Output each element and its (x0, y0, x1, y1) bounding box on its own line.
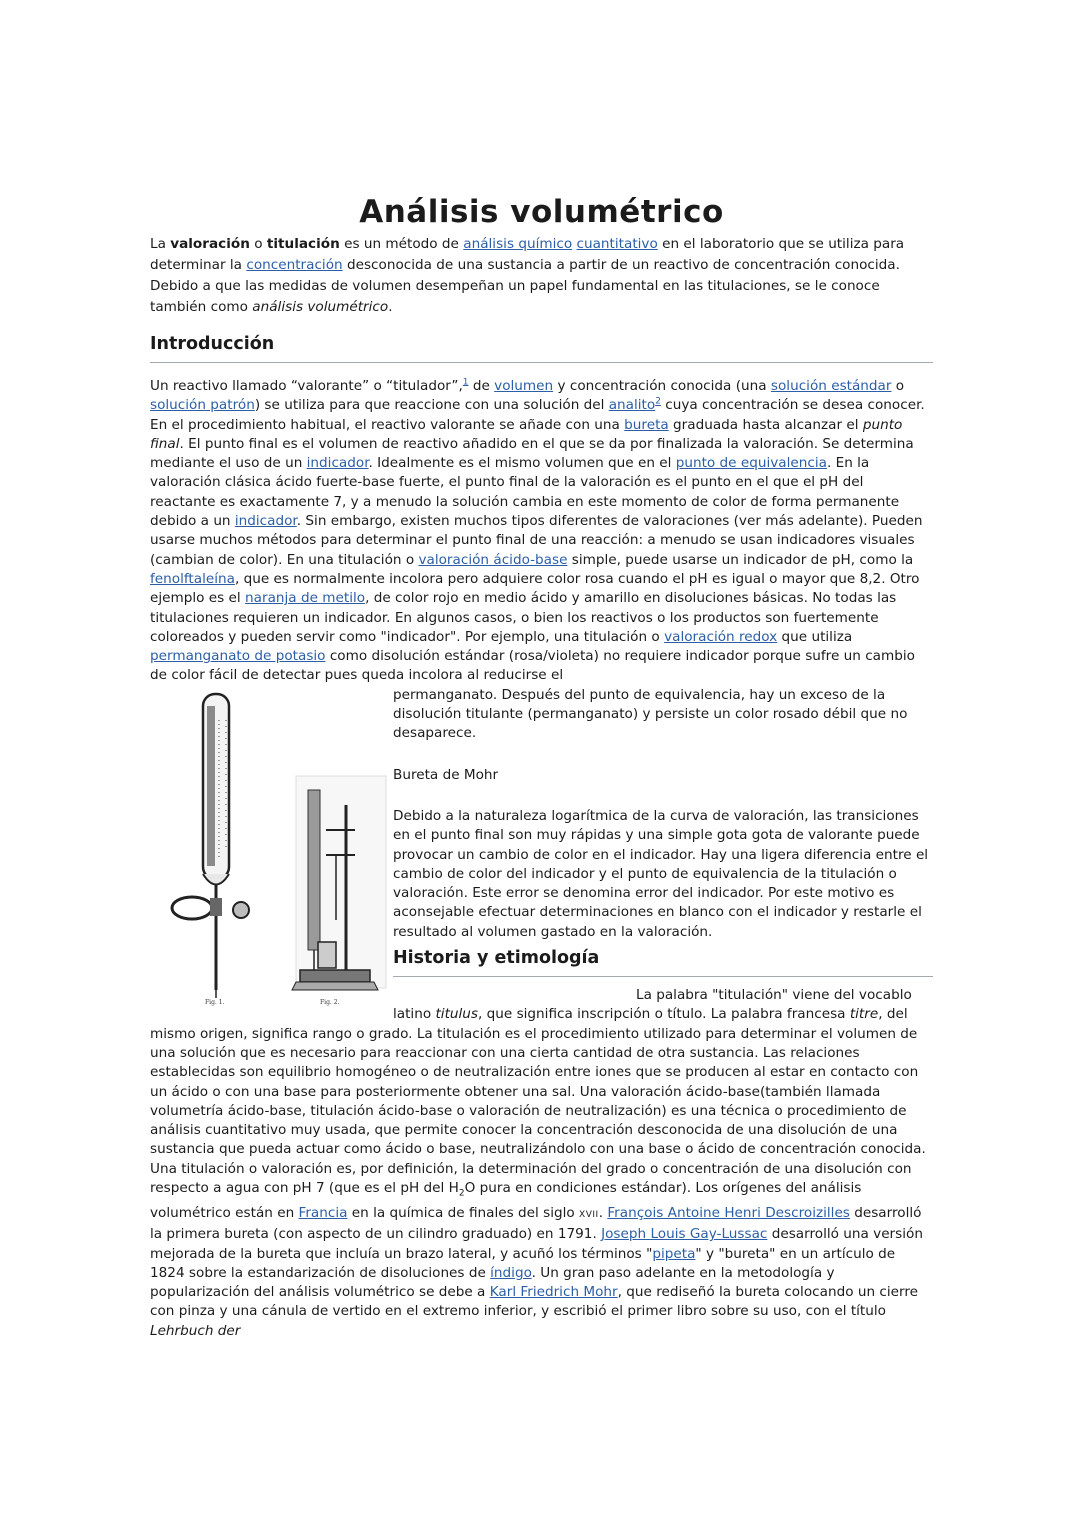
italic-term: punto final (150, 416, 903, 452)
text: La (150, 236, 171, 252)
text: " y "bureta" en un artículo de 1824 sobre la estandarización de disoluciones de (150, 1245, 896, 1281)
link-indicador[interactable]: indicador (306, 455, 369, 472)
error-indicator-paragraph: Debido a la naturaleza logarítmica de la curva de valoración, las transiciones en el punto final son muy rápidas y una simple gota gota de valorante puede provocar un cambio de color en el indicador. Hay una ligera diferencia entre el cambio de color del indicador y el punto de equivalencia de la titulación o valoración. Este error se denomina error del indicador. Por este motivo es aconsejable efectuar determinaciones en blanco con el indicador y restarle el resultado al volumen gastado en la valoración. (393, 807, 929, 940)
text: de (468, 378, 495, 394)
section-heading-introduccion: Introducción (150, 330, 933, 363)
link-analisis-quimico[interactable]: análisis químico (463, 236, 573, 252)
century-numeral: XVII (579, 1210, 599, 1220)
link-cuantitativo[interactable]: cuantitativo (576, 236, 658, 252)
link-concentracion[interactable]: concentración (246, 257, 343, 273)
text: . (388, 299, 393, 315)
fig-2-label: Fig. 2. (320, 998, 340, 1006)
text: . (598, 1205, 608, 1221)
lead-paragraph (150, 234, 933, 318)
text: o (891, 378, 905, 394)
burette-stand-fig2 (292, 776, 386, 990)
text: simple, puede usarse un indicador de pH, como la (567, 551, 914, 568)
italic-term: titulus (435, 1006, 478, 1023)
text: , de color rojo en medio ácido y amarillo en disoluciones básicas. No todas las titulaciones requieren un indicador. En algunos casos, o bien los reactivos o los productos son fuertemente coloreados y pueden servir como "indicador". Por ejemplo, una titulación o (150, 590, 897, 645)
text: desarrolló la primera bureta (con aspecto de un cilindro graduado) en 1791. (150, 1205, 922, 1243)
text: que utiliza (777, 628, 853, 645)
text: y concentración conocida (una (553, 378, 771, 394)
text: cuya concentración se desea conocer. En el procedimiento habitual, el reactivo valorante se añade con una (150, 397, 925, 433)
link-pipeta[interactable]: pipeta (652, 1245, 696, 1262)
link-valoracion-redox[interactable]: valoración redox (664, 628, 778, 645)
figure-caption: Bureta de Mohr (393, 766, 499, 783)
link-analito[interactable]: analito (608, 397, 656, 414)
text: Un reactivo llamado “valorante” o “titulador”, (150, 378, 463, 394)
intro-paragraph-continued: permanganato. Después del punto de equivalencia, hay un exceso de la disolución titulante (permanganato) y persiste un color rosado débil que no desaparece. (393, 686, 908, 742)
link-punto-de-equivalencia[interactable]: punto de equivalencia (675, 455, 827, 472)
text: , que es normalmente incolora pero adquiere color rosa cuando el pH es igual o mayor que 8,2. Otro ejemplo es el (150, 570, 920, 607)
text: como disolución estándar (rosa/violeta) no requiere indicador porque sufre un cambio de color fácil de detectar pues queda incolora al reducirse el (150, 648, 915, 684)
link-francia[interactable]: Francia (298, 1205, 348, 1221)
link-indigo[interactable]: índigo (490, 1264, 532, 1281)
mohr-burette-figure (150, 690, 393, 1008)
link-valoracion-acido-base[interactable]: valoración ácido-base (418, 551, 568, 568)
burette-fig1 (172, 694, 249, 998)
page-title: Análisis volumétrico (359, 194, 724, 230)
subscript: 2 (458, 1188, 465, 1199)
italic-term: análisis volumétrico (252, 299, 389, 315)
link-naranja-de-metilo[interactable]: naranja de metilo (245, 590, 366, 607)
intro-paragraph (150, 377, 933, 686)
bold-term: valoración (170, 236, 250, 252)
text: es un método de (339, 236, 464, 252)
link-solucion-patron[interactable]: solución patrón (150, 397, 255, 414)
footnote-2[interactable]: 2 (655, 396, 661, 407)
text: desarrolló una versión mejorada de la bureta que incluía un brazo lateral, y acuñó los términos " (150, 1226, 923, 1262)
text: en la química de finales del siglo (347, 1205, 580, 1221)
text: graduada hasta alcanzar el (668, 416, 863, 433)
burette-illustration (150, 690, 393, 1008)
text: desconocida de una sustancia a partir de un reactivo de concentración conocida. Debido a que las medidas de volumen desempeñan un papel fundamental en las titulaciones, se le conoce también como (150, 257, 900, 315)
text: La palabra "titulación" viene del vocablo latino (393, 987, 912, 1023)
link-descroizilles[interactable]: François Antoine Henri Descroizilles (607, 1205, 850, 1221)
link-fenolftaleina[interactable]: fenolftaleína (150, 570, 235, 587)
italic-term: titre (849, 1006, 879, 1023)
link-gay-lussac[interactable]: Joseph Louis Gay-Lussac (601, 1226, 768, 1243)
section-heading-historia: Historia y etimología (393, 944, 933, 977)
text: , del mismo origen, significa rango o grado. La titulación es el procedimiento utilizado para determinar el volumen de una solución que es necesario para reaccionar con una cierta cantidad de otra sustancia. Las relaciones establecidas son equilibrio homogéneo o de neutralización entre iones que se producen al estar en contacto con un ácido o con una base para posteriormente obtener una sal. Una valoración ácido-base(también llamada volumetría ácido-base, titulación ácido-base o valoración de neutralización) es una técnica o procedimiento de análisis cuantitativo muy usada, que permite conocer la concentración desconocida de una disolución de una sustancia que pueda actuar como ácido o base, neutralizándolo con una base o ácido de concentración conocida. Una titulación o valoración es, por definición, la determinación del grado o concentración de una disolución con respecto a agua con pH 7 (que es el pH del H (150, 1006, 926, 1196)
text: . En la valoración clásica ácido fuerte-base fuerte, el punto final de la valoración es el punto en el que el pH del reactante es exactamente 7, y a menudo la solución cambia en este momento de color de forma permanente debido a un (150, 455, 900, 530)
text: en el laboratorio que se utiliza para determinar la (150, 236, 905, 273)
bold-term: titulación (266, 236, 340, 252)
link-bureta[interactable]: bureta (624, 416, 669, 433)
article (150, 190, 933, 1341)
text: . Un gran paso adelante en la metodología y popularización del análisis volumétrico se debe a (150, 1264, 835, 1301)
text: O pura en condiciones estándar). Los orígenes del análisis volumétrico están en (150, 1179, 862, 1221)
text: . Idealmente es el mismo volumen que en el (368, 455, 676, 472)
text: , que significa inscripción o título. La palabra francesa (478, 1006, 850, 1023)
link-karl-friedrich-mohr[interactable]: Karl Friedrich Mohr (489, 1284, 618, 1301)
text: o (249, 236, 267, 252)
italic-term: Lehrbuch der (150, 1322, 241, 1339)
link-permanganato-de-potasio[interactable]: permanganato de potasio (150, 648, 326, 665)
history-paragraph (150, 986, 933, 1341)
fig-1-label: Fig. 1. (205, 998, 225, 1006)
figure-side-text (393, 686, 933, 977)
text: . El punto final es el volumen de reactivo añadido en el que se da por finalizada la valoración. Se determina mediante el uso de un (150, 435, 914, 472)
footnote-1[interactable]: 1 (462, 377, 469, 388)
text: , que rediseñó la bureta colocando un cierre con pinza y una cánula de vertido en el extremo inferior, y escribió el primer libro sobre su uso, con el título (150, 1284, 919, 1320)
link-solucion-estandar[interactable]: solución estándar (770, 378, 892, 394)
link-indicador-2[interactable]: indicador (234, 513, 297, 530)
text: ) se utiliza para que reaccione con una solución del (254, 397, 609, 414)
link-volumen[interactable]: volumen (494, 378, 554, 394)
text: . Sin embargo, existen muchos tipos diferentes de valoraciones (ver más adelante). Pueden usarse muchos métodos para determinar el punto final de una reacción: a menudo se usan indicadores visuales (cambian de color). En una titulación o (150, 513, 923, 568)
